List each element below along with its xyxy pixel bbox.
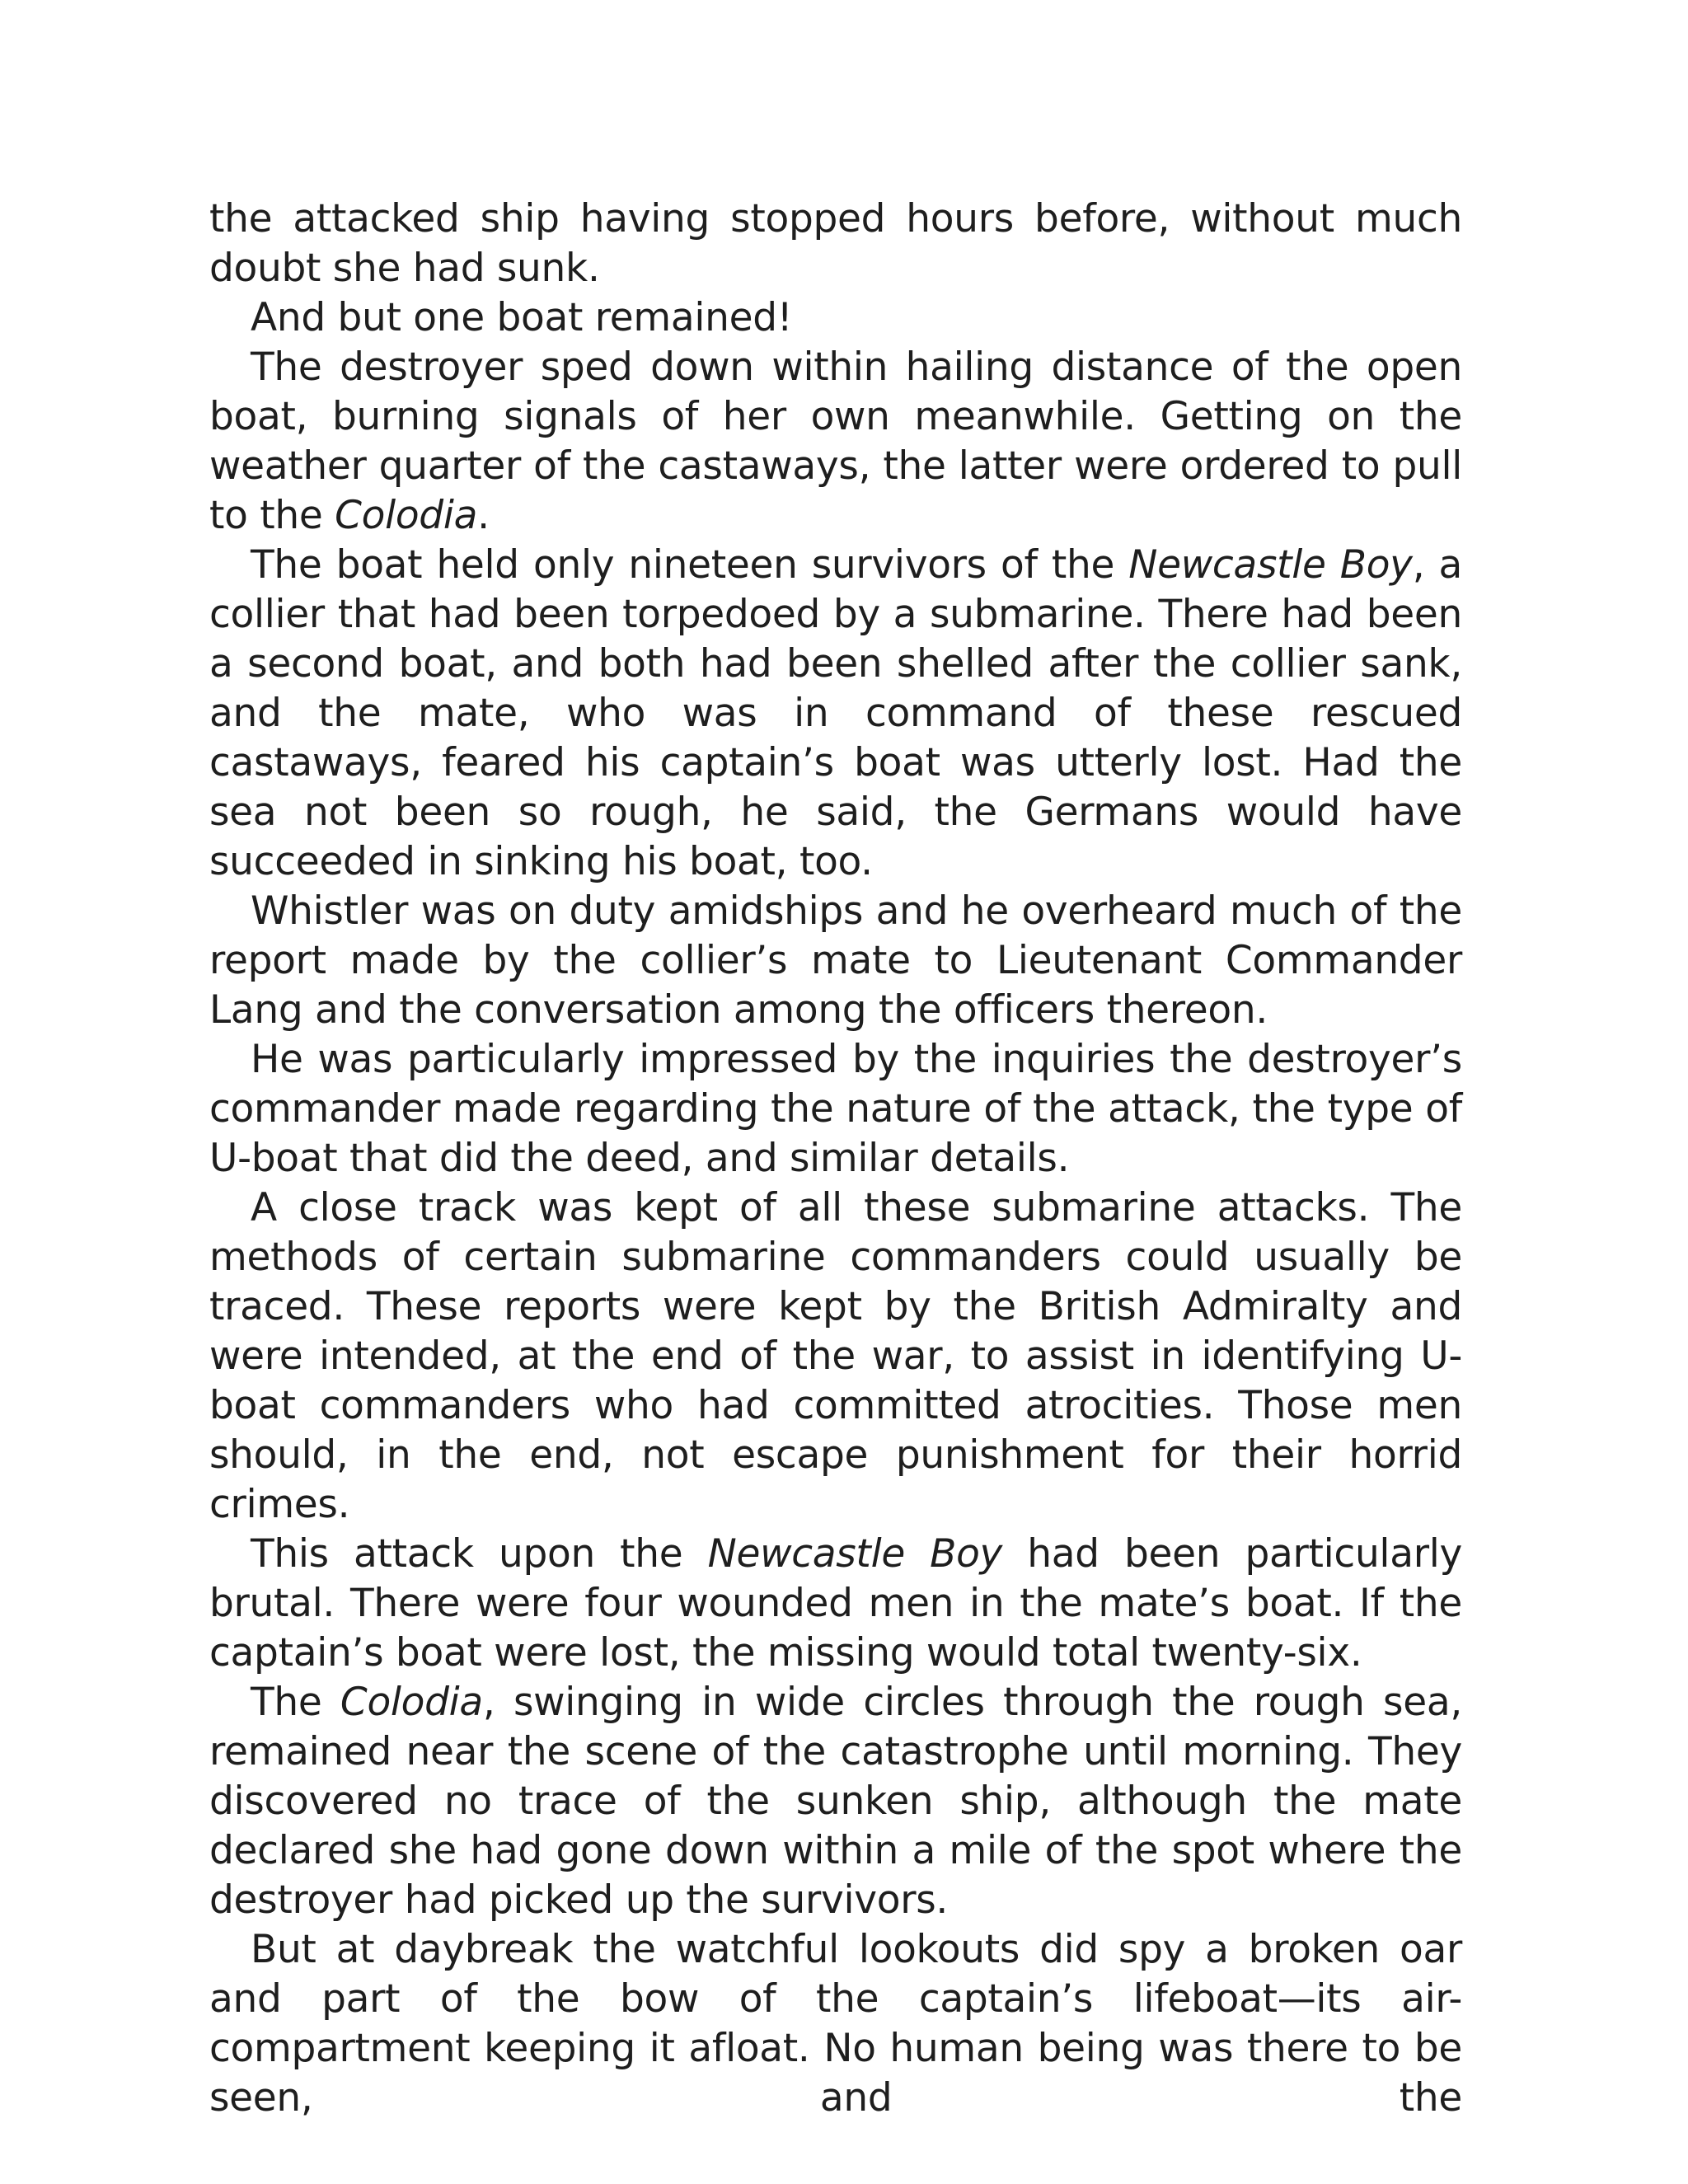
paragraph-2	[209, 293, 1462, 343]
paragraph-7	[209, 1183, 1462, 1530]
paragraph-text: He was particularly impressed by the inquiries the destroyer’s commander made regarding the nature of the attack, the type of U-boat that did the deed, and similar details.	[209, 1037, 1462, 1181]
paragraph-text: A close track was kept of all these submarine attacks. The methods of certain submarine commanders could usually be traced. These reports were kept by the British Admiralty and were intended, at the end of the war, to assist in identifying U-boat commanders who had committed atrocities. Those men should, in the end, not escape punishment for their horrid crimes.	[209, 1185, 1462, 1527]
ship-name-italic: Newcastle Boy	[707, 1531, 1003, 1577]
paragraph-text: The	[251, 1680, 340, 1725]
paragraph-8	[209, 1530, 1462, 1678]
paragraph-1	[209, 194, 1462, 293]
paragraph-text: the attacked ship having stopped hours before, without much doubt she had sunk.	[209, 196, 1462, 291]
paragraph-text: The boat held only nineteen survivors of the	[251, 542, 1129, 588]
paragraph-text: had been particularly brutal. There were four wounded men in the mate’s boat. If the captain’s boat were lost, the missing would total twenty-six.	[209, 1531, 1462, 1675]
paragraph-9	[209, 1678, 1462, 1925]
paragraph-4	[209, 541, 1462, 887]
paragraph-text: But at daybreak the watchful lookouts did spy a broken oar and part of the bow of the captain’s lifeboat—its air-compartment keeping it afloat. No human being was there to be seen, and the	[209, 1927, 1462, 2121]
ship-name-italic: Newcastle Boy	[1128, 542, 1413, 588]
paragraph-text: Whistler was on duty amidships and he overheard much of the report made by the collier’s mate to Lieutenant Commander Lang and the conversation among the officers thereon.	[209, 888, 1462, 1033]
ship-name-italic: Colodia	[335, 493, 478, 538]
paragraph-text: And but one boat remained!	[251, 295, 793, 340]
paragraph-6	[209, 1035, 1462, 1183]
paragraph-3	[209, 343, 1462, 541]
paragraph-text: , swinging in wide circles through the rough sea, remained near the scene of the catastrophe until morning. They discovered no trace of the sunken ship, although the mate declared she had gone down within a mile of the spot where the destroyer had picked up the survivors.	[209, 1680, 1462, 1923]
paragraph-5	[209, 887, 1462, 1035]
paragraph-text: The destroyer sped down within hailing distance of the open boat, burning signals of her own meanwhile. Getting on the weather quarter of the castaways, the latter were ordered to pull to the	[209, 344, 1462, 538]
book-page	[209, 194, 1462, 2123]
ship-name-italic: Colodia	[340, 1680, 483, 1725]
paragraph-10	[209, 1925, 1462, 2123]
paragraph-text: This attack upon the	[251, 1531, 708, 1577]
paragraph-text: , a collier that had been torpedoed by a submarine. There had been a second boat, and both had been shelled after the collier sank, and the mate, who was in command of these rescued castaways, feared his captain’s boat was utterly lost. Had the sea not been so rough, he said, the Germans would have succeeded in sinking his boat, too.	[209, 542, 1462, 884]
paragraph-text: .	[477, 493, 490, 538]
